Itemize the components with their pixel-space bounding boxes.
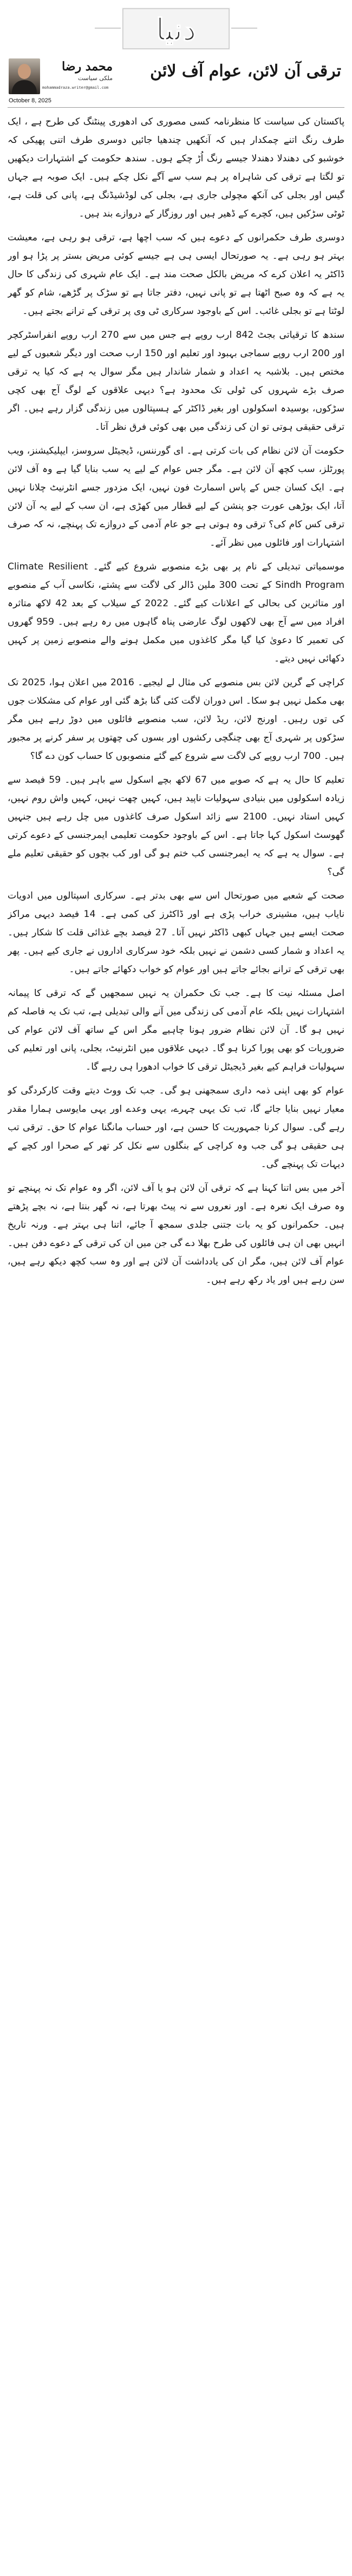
author-photo — [9, 58, 40, 94]
publish-date: October 8, 2025 — [9, 97, 51, 104]
logo-text: دنیا — [155, 12, 197, 48]
article-paragraph: پاکستان کی سیاست کا منظرنامہ کسی مصوری کی ادھوری پینٹنگ کی طرح ہے ، ایک طرف رنگ اتنے چمکدار ہیں کہ آنکھیں چندھیا جائیں دوسری طرف اتنی پھیکی کہ خوشبو کی دھندلا دھندلا جیسے رنگ اُڑ چکے ہوں۔ سندھ حکومت کے اشتہارات دیکھیں تو لگتا ہے ترقی کی شاہراہ پر ہم سب سے آگے نکل چکے ہیں۔ ایک صوبہ ہے جہاں گیس اور بجلی کی آنکھ مچولی جاری ہے، بجلی کی لوڈشیڈنگ ہے، پانی کی قلت ہے، ٹوٹی سڑکیں ہیں، کچرے کے ڈھیر ہیں اور روزگار کے دروازے بند ہیں۔ — [8, 116, 344, 219]
article-paragraph: موسمیاتی تبدیلی کے نام پر بھی بڑے منصوبے شروع کیے گئے۔ Climate Resilient Sindh Program کے تحت 300 ملین ڈالر کی لاگت سے پشتے، نکاسی آب کے منصوبے اور متاثرین کی بحالی کے اعلانات کیے گئے۔ 2022 کے سیلاب کے بعد 42 لاکھ متاثرہ افراد میں سے آج بھی لاکھوں لوگ عارضی پناہ گاہوں میں رہ رہے ہیں۔ 959 گھروں کی تعمیر کا دعویٰ کیا گیا مگر کاغذوں میں مکمل ہونے والے منصوبے زمین پر کہیں دکھائی نہیں دیتے۔ — [8, 561, 344, 664]
article-headline: ترقی آن لائن، عوام آف لائن — [150, 62, 341, 81]
masthead — [0, 0, 352, 114]
header-divider — [8, 107, 344, 108]
article-paragraph: دوسری طرف حکمرانوں کے دعوے ہیں کہ سب اچھا ہے، ترقی ہو رہی ہے، معیشت بہتر ہو رہی ہے۔ یہ صورتحال ایسی ہی ہے جیسے کوئی مریض بستر پر پڑا ہو اور ڈاکٹر یہ اعلان کرے کہ مریض بالکل صحت مند ہے۔ ایک عام شہری کی زندگی کا حال یہ ہے کہ وہ صبح اٹھتا ہے تو پانی نہیں، دفتر جاتا ہے تو سڑک پر گڑھے، شام کو گھر لوٹتا ہے تو بجلی غائب۔ اس کے باوجود سرکاری ٹی وی پر ترقی کے ترانے بجتے ہیں۔ — [8, 232, 344, 317]
author-email: mohammadraza.writer@gmail.com — [42, 86, 109, 90]
article-paragraph: عوام کو بھی اپنی ذمہ داری سمجھنی ہو گی۔ جب تک ووٹ دیتے وقت کارکردگی کو معیار نہیں بنایا جائے گا، تب تک یہی چہرے، یہی وعدے اور یہی مایوسی ہمارا مقدر رہے گی۔ سوال کرنا جمہوریت کا حسن ہے، اور حساب مانگنا عوام کا حق۔ ترقی تب ہی حقیقی ہو گی جب وہ کراچی کے بنگلوں سے نکل کر تھر کے صحرا اور کچے کے دیہات تک پہنچے گی۔ — [8, 1085, 344, 1170]
author-name: محمد رضا — [62, 60, 113, 74]
newspaper-logo — [62, 2, 290, 54]
article-paragraph: حکومت آن لائن نظام کی بات کرتی ہے۔ ای گورننس، ڈیجیٹل سروسز، ایپلیکیشنز، ویب پورٹلز، سب کچھ آن لائن ہے۔ مگر جس عوام کے لیے یہ سب بنایا گیا ہے وہ آف لائن ہے۔ ایک کسان جس کے پاس اسمارٹ فون نہیں، ایک مزدور جسے انٹرنیٹ چلانا نہیں آتا، ایک بوڑھی عورت جو پنشن کے لیے قطار میں کھڑی ہے، ان سب کے لیے یہ آن لائن ترقی کس کام کی؟ ترقی وہ ہوتی ہے جو عام آدمی کے دروازے تک پہنچے، نہ کہ صرف اشتہارات اور فائلوں میں نظر آئے۔ — [8, 445, 344, 548]
article-paragraph: کراچی کے گرین لائن بس منصوبے کی مثال لے لیجیے۔ 2016 میں اعلان ہوا، 2025 تک بھی مکمل نہیں ہو سکا۔ اس دوران لاگت کئی گنا بڑھ گئی اور عوام کی مشکلات جوں کی توں رہیں۔ اورنج لائن، ریڈ لائن، سب منصوبے فائلوں میں دوڑ رہے ہیں مگر سڑکوں پر شہری آج بھی چنگچی رکشوں اور بسوں کی چھتوں پر سفر کرنے پر مجبور ہیں۔ 700 ارب روپے کی لاگت سے شروع کیے گئے منصوبوں کا حساب کون دے گا؟ — [8, 677, 344, 762]
article-paragraph: صحت کے شعبے میں صورتحال اس سے بھی بدتر ہے۔ سرکاری اسپتالوں میں ادویات نایاب ہیں، مشینری خراب پڑی ہے اور ڈاکٹرز کی کمی ہے۔ 14 فیصد دیہی مراکز صحت ایسے ہیں جہاں کبھی ڈاکٹر نہیں آتا۔ 27 فیصد بچے غذائی قلت کا شکار ہیں۔ یہ اعداد و شمار کسی دشمن نے نہیں بلکہ خود سرکاری اداروں نے جاری کیے ہیں۔ پھر بھی ترقی کے ترانے بجائے جاتے ہیں اور عوام کو خواب دکھائے جاتے ہیں۔ — [8, 890, 344, 975]
article-paragraph: آخر میں بس اتنا کہنا ہے کہ ترقی آن لائن ہو یا آف لائن، اگر وہ عوام تک نہ پہنچے تو وہ صرف ایک نعرہ ہے۔ اور نعروں سے نہ پیٹ بھرتا ہے، نہ گھر بنتا ہے، نہ بچے پڑھتے ہیں۔ حکمرانوں کو یہ بات جتنی جلدی سمجھ آ جائے، اتنا ہی بہتر ہے۔ ورنہ تاریخ انہیں بھی ان ہی فائلوں کی طرح بھلا دے گی جن میں ان کی ترقی کے دعوے دفن ہیں۔ عوام آف لائن ہیں، مگر ان کی یادداشت آن لائن ہے اور وہ سب کچھ دیکھ رہے ہیں، سن رہے ہیں اور یاد رکھ رہے ہیں۔ — [8, 1183, 344, 1286]
logo-graphic — [62, 2, 290, 54]
article-paragraph: سندھ کا ترقیاتی بجٹ 842 ارب روپے ہے جس میں سے 270 ارب روپے انفراسٹرکچر اور 200 ارب روپے سماجی بہبود اور تعلیم اور 150 ارب صحت اور دیگر شعبوں کے لیے مختص ہیں۔ بلاشبہ یہ اعداد و شمار شاندار ہیں مگر سوال یہ ہے کہ کیا یہ ترقی صرف بڑے شہروں کی ٹولی تک محدود ہے؟ دیہی علاقوں کے لوگ آج بھی کچی سڑکوں، بوسیدہ اسکولوں اور بغیر ڈاکٹر کے ہسپتالوں میں زندگی گزار رہے ہیں۔ اگر ترقی حقیقی ہوتی تو ان کی زندگی میں بھی کوئی فرق نظر آتا۔ — [8, 330, 344, 432]
author-card — [9, 57, 117, 95]
article-paragraph: اصل مسئلہ نیت کا ہے۔ جب تک حکمران یہ نہیں سمجھیں گے کہ ترقی کا پیمانہ اشتہارات نہیں بلکہ عام آدمی کی زندگی میں آنے والی تبدیلی ہے، تب تک یہ فاصلہ کم نہیں ہو گا۔ آن لائن نظام ضرور ہونا چاہیے مگر اس کے ساتھ آف لائن عوام کی ضروریات کو بھی پورا کرنا ہو گا۔ دیہی علاقوں میں انٹرنیٹ، بجلی، پانی اور تعلیم کی سہولیات فراہم کیے بغیر ڈیجیٹل ترقی کا خواب ادھورا ہی رہے گا۔ — [8, 988, 344, 1072]
author-tagline: ملکی سیاست — [77, 75, 113, 82]
article-paragraph: تعلیم کا حال یہ ہے کہ صوبے میں 67 لاکھ بچے اسکول سے باہر ہیں۔ 59 فیصد سے زیادہ اسکولوں میں بنیادی سہولیات ناپید ہیں، کہیں چھت نہیں، کہیں واش روم نہیں، کہیں استاد نہیں۔ 2100 سے زائد اسکول صرف کاغذوں میں چل رہے ہیں جنہیں گھوسٹ اسکول کہا جاتا ہے۔ اس کے باوجود حکومت تعلیمی ایمرجنسی کے دعوے کرتی ہے۔ سوال یہ ہے کہ یہ ایمرجنسی کب ختم ہو گی اور کب بچوں کو حقیقی تعلیم ملے گی؟ — [8, 775, 344, 877]
article-body — [8, 113, 344, 2570]
